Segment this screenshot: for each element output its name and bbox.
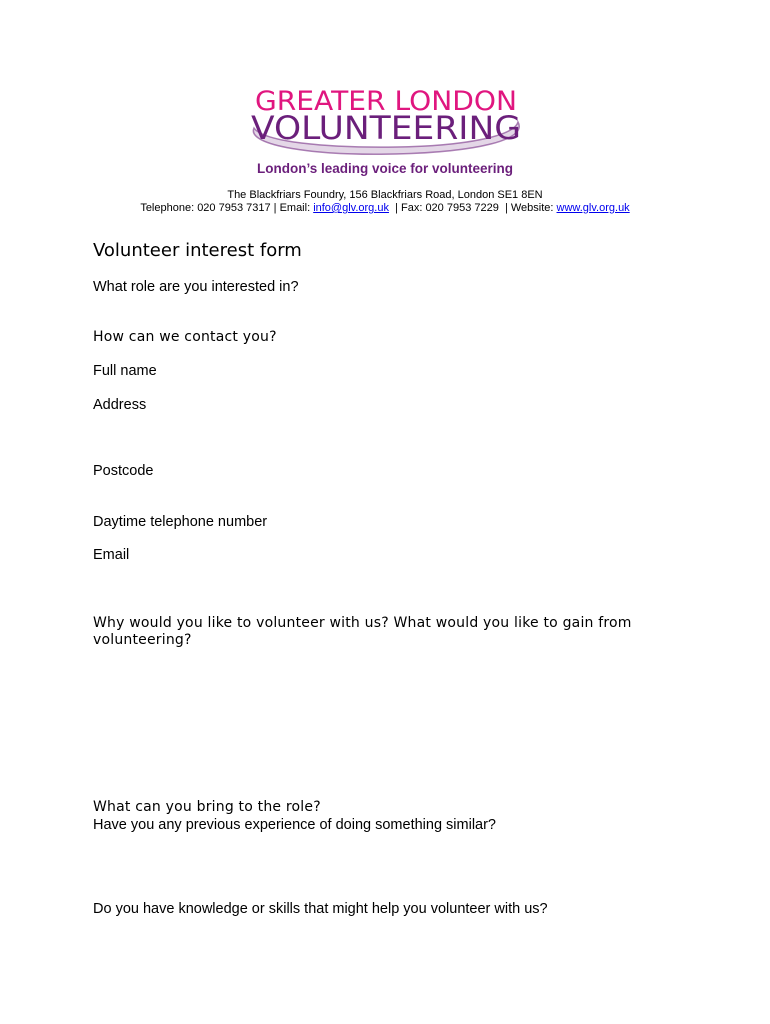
bring-to-role-heading: What can you bring to the role?	[93, 799, 321, 815]
full-name-label: Full name	[93, 363, 157, 379]
contact-heading: How can we contact you?	[93, 329, 277, 345]
fax-text: | Fax: 020 7953 7229 | Website:	[388, 202, 557, 214]
website-link[interactable]: www.glv.org.uk	[556, 202, 630, 214]
role-question: What role are you interested in?	[93, 279, 299, 295]
address-line: The Blackfriars Foundry, 156 Blackfriars Road, London SE1 8EN	[227, 189, 543, 201]
telephone-label: Daytime telephone number	[93, 514, 268, 530]
skills-question: Do you have knowledge or skills that might help you volunteer with us?	[93, 901, 548, 917]
email-link[interactable]: info@glv.org.uk	[313, 202, 389, 214]
postcode-label: Postcode	[93, 463, 154, 479]
glv-logo	[246, 80, 526, 160]
address-label: Address	[93, 397, 147, 413]
tagline: London’s leading voice for volunteering	[256, 161, 514, 176]
logo-line1: GREATER LONDON	[255, 86, 517, 117]
telephone-text: Telephone: 020 7953 7317 | Email:	[140, 202, 314, 214]
experience-question: Have you any previous experience of doing something similar?	[93, 817, 496, 833]
email-label: Email	[93, 547, 130, 563]
logo-line2: VOLUNTEERING	[251, 109, 521, 147]
contact-line	[0, 202, 770, 214]
glv-logo-graphic	[246, 80, 526, 160]
form-title: Volunteer interest form	[93, 240, 302, 261]
why-volunteer-heading: Why would you like to volunteer with us? What would you like to gain from volunteering?	[93, 615, 632, 648]
